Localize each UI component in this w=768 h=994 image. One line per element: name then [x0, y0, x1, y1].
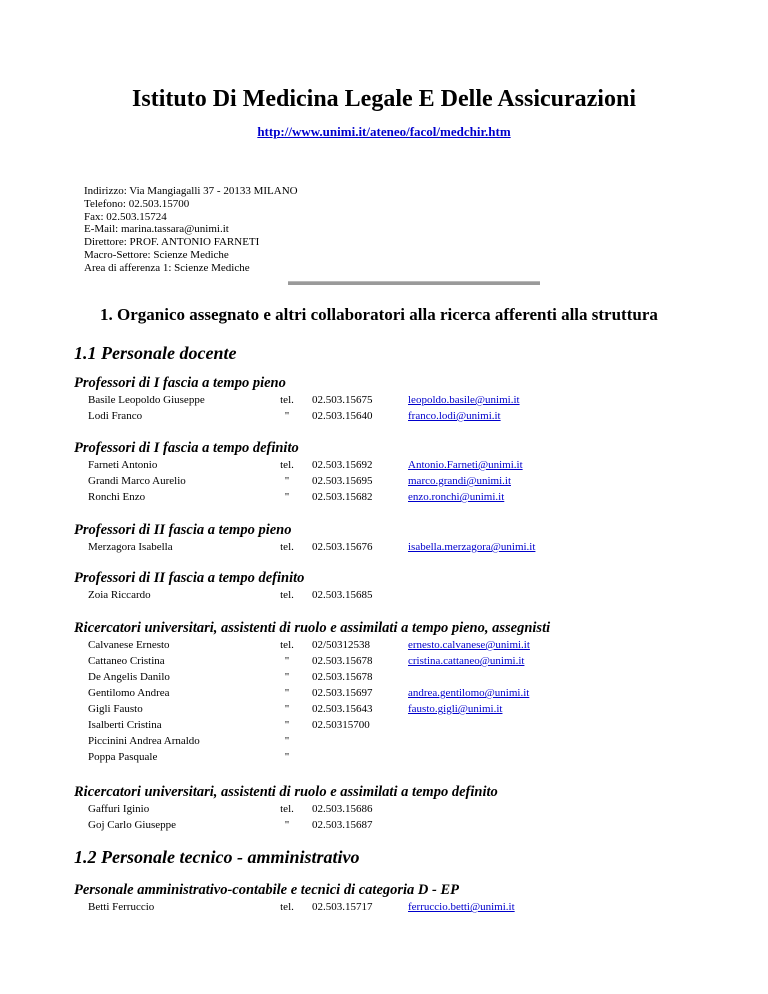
table-row: [0, 803, 768, 819]
email-link[interactable]: cristina.cattaneo@unimi.it: [408, 655, 525, 667]
tel-label: ": [284, 735, 290, 747]
person-name: Calvanese Ernesto: [88, 639, 170, 651]
info-address: Indirizzo: Via Mangiagalli 37 - 20133 MILANO: [84, 185, 298, 197]
email-link[interactable]: isabella.merzagora@unimi.it: [408, 541, 536, 553]
tel-label: ": [284, 719, 290, 731]
subsection-personale-tecnico: 1.2 Personale tecnico - amministrativo: [74, 847, 360, 867]
tel-label: tel.: [280, 459, 294, 471]
phone-number: 02.503.15695: [312, 475, 373, 487]
tel-label: ": [284, 475, 290, 487]
table-row: [0, 819, 768, 835]
tel-label: ": [284, 410, 290, 422]
page-title: Istituto Di Medicina Legale E Delle Assicurazioni: [132, 86, 636, 112]
person-name: Betti Ferruccio: [88, 901, 155, 913]
phone-number: 02.503.15697: [312, 687, 373, 699]
tel-label: ": [284, 687, 290, 699]
person-name: De Angelis Danilo: [88, 671, 170, 683]
tel-label: tel.: [280, 541, 294, 553]
group-title: Personale amministrativo-contabile e tecnici di categoria D - EP: [74, 882, 460, 898]
phone-number: 02.503.15678: [312, 671, 373, 683]
group-title: Professori di I fascia a tempo definito: [74, 440, 299, 456]
person-name: Zoia Riccardo: [88, 589, 151, 601]
group-title: Ricercatori universitari, assistenti di ruolo e assimilati a tempo pieno, assegnisti: [74, 620, 551, 636]
email-link[interactable]: andrea.gentilomo@unimi.it: [408, 687, 530, 699]
tel-label: ": [284, 703, 290, 715]
tel-label: tel.: [280, 803, 294, 815]
email-link[interactable]: leopoldo.basile@unimi.it: [408, 394, 520, 406]
person-name: Basile Leopoldo Giuseppe: [88, 394, 205, 406]
person-name: Poppa Pasquale: [88, 751, 158, 763]
email-link[interactable]: Antonio.Farneti@unimi.it: [408, 459, 523, 471]
tel-label: ": [284, 819, 290, 831]
tel-label: tel.: [280, 901, 294, 913]
tel-label: ": [284, 671, 290, 683]
tel-label: tel.: [280, 639, 294, 651]
info-macro-sector: Macro-Settore: Scienze Mediche: [84, 248, 229, 261]
table-row: [0, 901, 768, 917]
group-title: Professori di I fascia a tempo pieno: [74, 375, 286, 391]
table-row: [0, 671, 768, 687]
table-row: [0, 491, 768, 507]
table-row: [0, 410, 768, 426]
tel-label: ": [284, 751, 290, 763]
institute-link[interactable]: http://www.unimi.it/ateneo/facol/medchir.htm: [257, 124, 511, 139]
table-row: [0, 735, 768, 751]
table-row: [0, 655, 768, 671]
person-name: Ronchi Enzo: [88, 491, 146, 503]
phone-number: 02.503.15643: [312, 703, 373, 715]
info-fax: Fax: 02.503.15724: [84, 210, 167, 223]
group-title: Professori di II fascia a tempo definito: [74, 570, 305, 586]
info-area: Area di afferenza 1: Scienze Mediche: [84, 261, 250, 274]
email-link[interactable]: ferruccio.betti@unimi.it: [408, 901, 515, 913]
info-phone: Telefono: 02.503.15700: [84, 197, 190, 210]
person-name: Farneti Antonio: [88, 459, 158, 471]
table-row: [0, 394, 768, 410]
phone-number: 02.503.15682: [312, 491, 373, 503]
phone-number: 02/50312538: [312, 639, 371, 651]
person-name: Piccinini Andrea Arnaldo: [88, 735, 200, 747]
tel-label: ": [284, 655, 290, 667]
person-name: Gentilomo Andrea: [88, 687, 170, 699]
horizontal-divider: [288, 281, 540, 285]
group-title: Ricercatori universitari, assistenti di ruolo e assimilati a tempo definito: [74, 784, 498, 800]
phone-number: 02.503.15675: [312, 394, 373, 406]
tel-label: ": [284, 491, 290, 503]
person-name: Grandi Marco Aurelio: [88, 475, 186, 487]
person-name: Cattaneo Cristina: [88, 655, 165, 667]
table-row: [0, 475, 768, 491]
institute-info: [84, 185, 298, 275]
table-row: [0, 639, 768, 655]
tel-label: tel.: [280, 394, 294, 406]
phone-number: 02.503.15692: [312, 459, 373, 471]
group-title: Professori di II fascia a tempo pieno: [74, 522, 292, 538]
table-row: [0, 687, 768, 703]
email-link[interactable]: marco.grandi@unimi.it: [408, 475, 511, 487]
section-title: 1. Organico assegnato e altri collaboratori alla ricerca afferenti alla struttura: [100, 305, 658, 324]
email-link[interactable]: franco.lodi@unimi.it: [408, 410, 501, 422]
email-link[interactable]: ernesto.calvanese@unimi.it: [408, 639, 530, 651]
institute-url: [0, 124, 768, 140]
person-name: Gaffuri Iginio: [88, 803, 150, 815]
phone-number: 02.503.15640: [312, 410, 373, 422]
subsection-personale-docente: 1.1 Personale docente: [74, 343, 237, 363]
info-email: E-Mail: marina.tassara@unimi.it: [84, 223, 229, 236]
phone-number: 02.503.15685: [312, 589, 373, 601]
phone-number: 02.503.15687: [312, 819, 373, 831]
email-link[interactable]: enzo.ronchi@unimi.it: [408, 491, 505, 503]
person-name: Lodi Franco: [88, 410, 143, 422]
phone-number: 02.503.15678: [312, 655, 373, 667]
person-name: Merzagora Isabella: [88, 541, 173, 553]
person-name: Goj Carlo Giuseppe: [88, 819, 176, 831]
table-row: [0, 703, 768, 719]
table-row: [0, 751, 768, 767]
phone-number: 02.503.15717: [312, 901, 373, 913]
phone-number: 02.503.15686: [312, 803, 373, 815]
tel-label: tel.: [280, 589, 294, 601]
phone-number: 02.503.15676: [312, 541, 373, 553]
email-link[interactable]: fausto.gigli@unimi.it: [408, 703, 503, 715]
phone-number: 02.50315700: [312, 719, 370, 731]
person-name: Gigli Fausto: [88, 703, 143, 715]
table-row: [0, 589, 768, 605]
table-row: [0, 719, 768, 735]
table-row: [0, 541, 768, 557]
table-row: [0, 459, 768, 475]
info-director: Direttore: PROF. ANTONIO FARNETI: [84, 236, 260, 249]
person-name: Isalberti Cristina: [88, 719, 162, 731]
